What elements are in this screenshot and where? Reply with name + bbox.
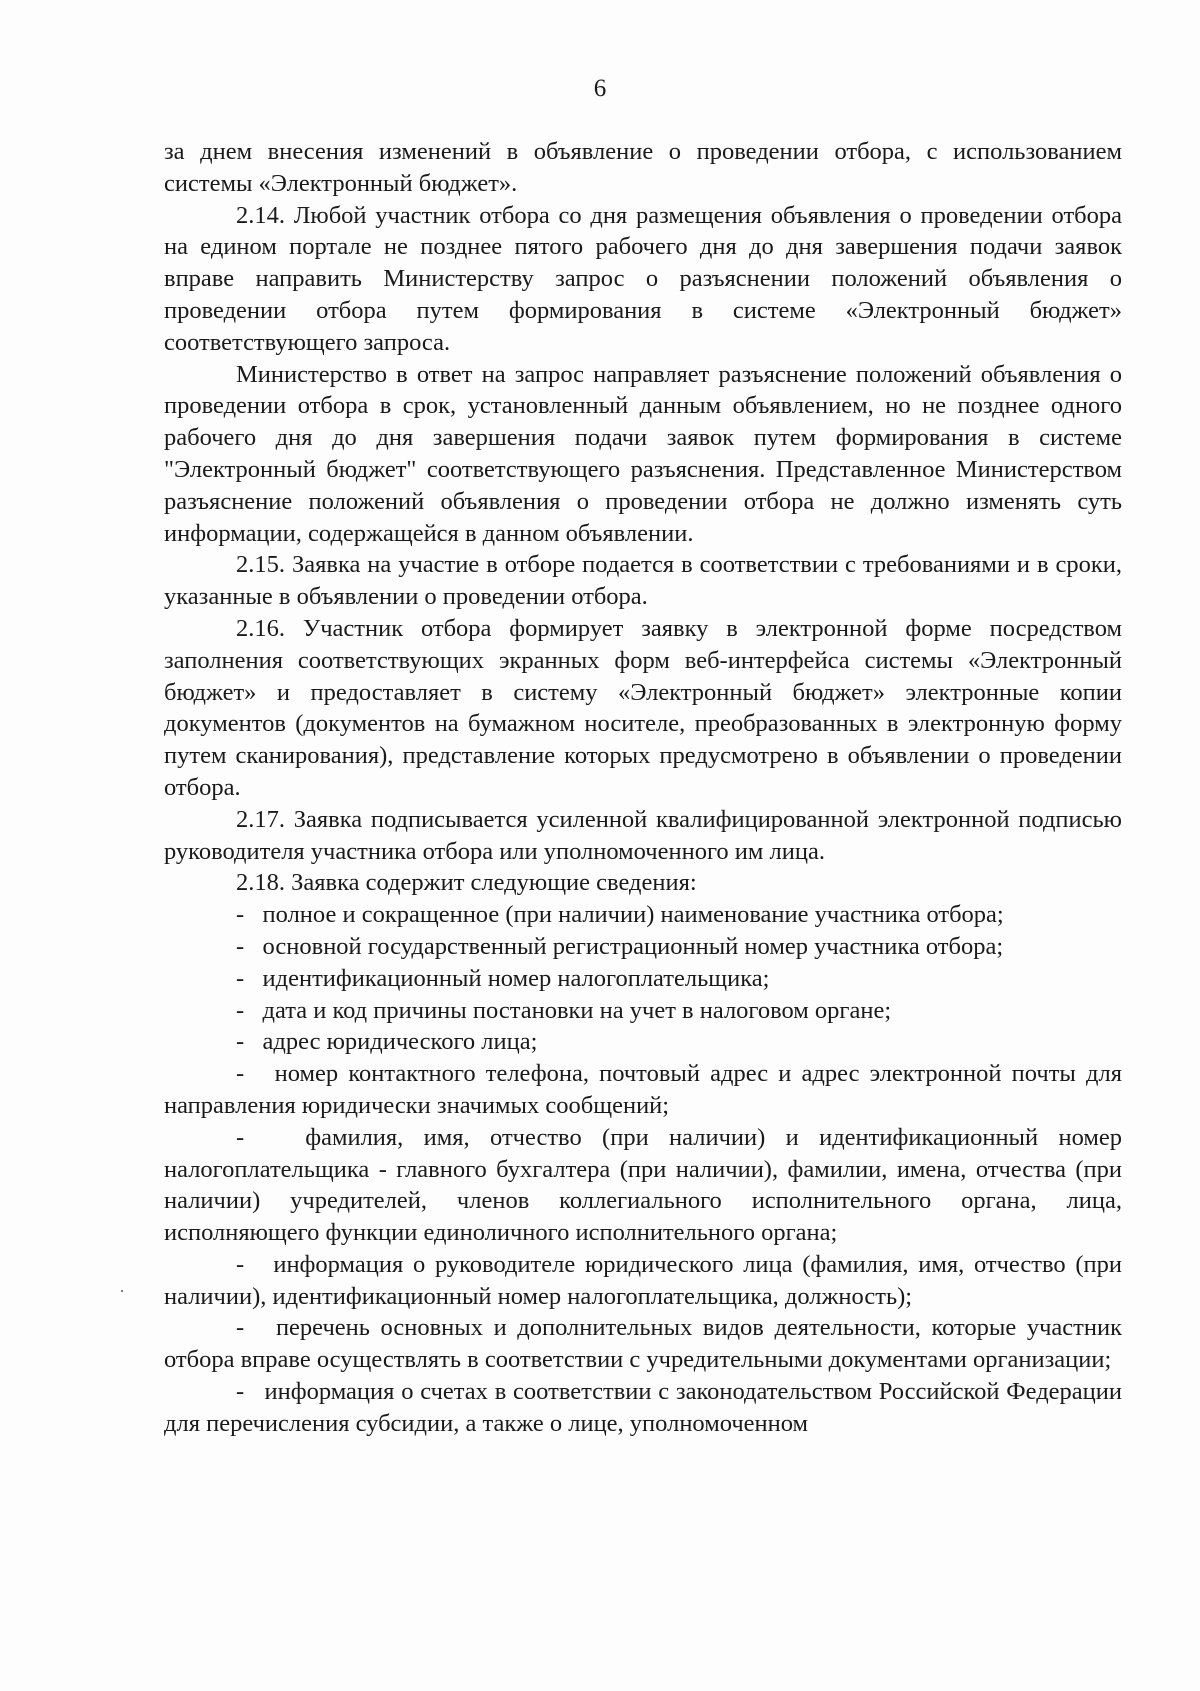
list-item: - информация о руководителе юридического лица (фамилия, имя, отчество (при наличии), идентификационный номер налогоплательщика, должность);	[164, 1250, 1122, 1310]
list-item: - номер контактного телефона, почтовый адрес и адрес электронной почты для направления юридически значимых сообщений;	[164, 1060, 1122, 1119]
document-body	[164, 136, 1122, 1440]
paragraph-2-15: 2.15. Заявка на участие в отборе подается в соответствии с требованиями и в сроки, указанные в объявлении о проведении отбора.	[164, 551, 1122, 611]
list-item: - основной государственный регистрационный номер участника отбора;	[236, 932, 1004, 960]
paragraph-2-16: 2.16. Участник отбора формирует заявку в электронной форме посредством заполнения соответствующих экранных форм веб-интерфейса системы «Электронный бюджет» и предоставляет в систему «Электронный бюджет» электронные копии документов (документов на бумажном носителе, преобразованных в электронную форму путем сканирования), представление которых предусмотрено в объявлении о проведении отбора.	[164, 614, 1122, 801]
paragraph-2-14: 2.14. Любой участник отбора со дня размещения объявления о проведении отбора на едином портале не позднее пятого рабочего дня до дня завершения подачи заявок вправе направить Министерству запрос о разъяснении положений объявления о проведении отбора путем формирования в системе «Электронный бюджет» соответствующего запроса.	[164, 201, 1122, 356]
paragraph-2-17: 2.17. Заявка подписывается усиленной квалифицированной электронной подписью руководителя участника отбора или уполномоченного им лица.	[164, 805, 1122, 865]
list-item: - дата и код причины постановки на учет в налоговом органе;	[236, 996, 892, 1024]
list-item: - полное и сокращенное (при наличии) наименование участника отбора;	[236, 901, 1004, 929]
paragraph-2-18: 2.18. Заявка содержит следующие сведения:	[236, 869, 697, 897]
list-item: - идентификационный номер налогоплательщика;	[236, 964, 770, 992]
list-item: - перечень основных и дополнительных видов деятельности, которые участник отбора вправе осуществлять в соответствии с учредительными документами организации;	[164, 1314, 1122, 1374]
paragraph-continuation: за днем внесения изменений в объявление о проведении отбора, с использованием системы «Электронный бюджет».	[164, 138, 1122, 197]
list-item: - адрес юридического лица;	[236, 1028, 538, 1056]
list-item: - информация о счетах в соответствии с законодательством Российской Федерации для перечисления субсидии, а также о лице, уполномоченном	[164, 1378, 1122, 1437]
page-number: 6	[593, 75, 607, 102]
paragraph-ministry-response: Министерство в ответ на запрос направляет разъяснение положений объявления о проведении отбора в срок, установленный данным объявлением, но не позднее одного рабочего дня до дня завершения подачи заявок путем формирования в системе "Электронный бюджет" соответствующего разъяснения. Представленное Министерством разъяснение положений объявления о проведении отбора не должно изменять суть информации, содержащейся в данном объявлении.	[164, 360, 1122, 547]
scan-speck	[121, 1290, 123, 1292]
list-item: - фамилия, имя, отчество (при наличии) и идентификационный номер налогоплательщика - главного бухгалтера (при наличии), фамилии, имена, отчества (при наличии) учредителей, членов коллегиального исполнительного органа, лица, исполняющего функции единоличного исполнительного органа;	[164, 1123, 1122, 1247]
